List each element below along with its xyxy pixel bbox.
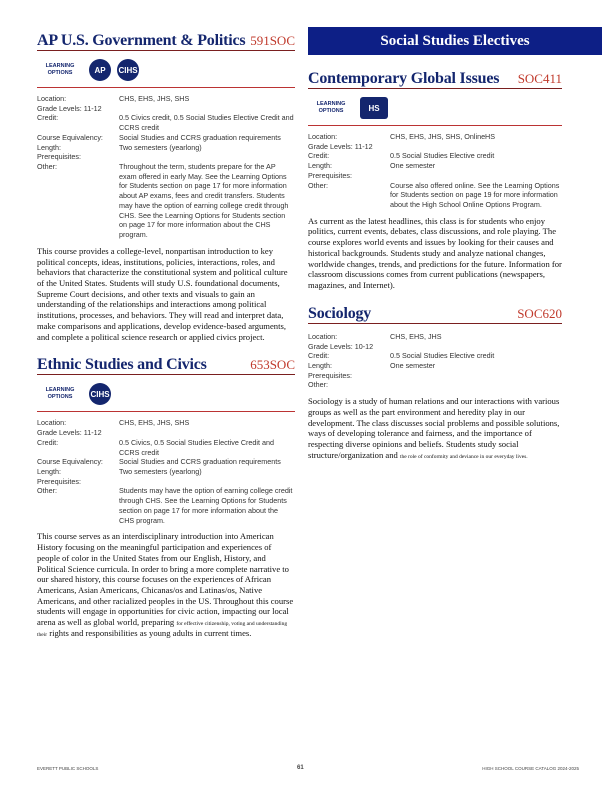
- info-key: Location:: [308, 132, 338, 141]
- info-key: Length:: [37, 142, 61, 152]
- info-value: Social Studies and CCRS graduation requirements: [119, 132, 281, 142]
- course-header-ap-gov: [37, 32, 295, 51]
- footer-catalog: HIGH SCHOOL COURSE CATALOG 2024-2025: [482, 766, 579, 771]
- info-value: CHS, EHS, JHS, SHS: [119, 94, 190, 103]
- info-key: Grade Levels: 11-12: [37, 428, 102, 438]
- learning-options: [37, 383, 295, 412]
- info-key: Prerequisites:: [37, 152, 81, 162]
- right-column: [308, 70, 562, 461]
- online-hs-icon: HS: [360, 97, 388, 119]
- description-text: Sociology is a study of human relations and our interactions with various groups as well as the part environment and heredity play in our development. The class discusses social problems and possible solutions, ways of developing tolerance and fairness, and the importance of respecting diverse opinions and beliefs. Students study social structure/organization and: [308, 396, 560, 460]
- info-key: Grade Levels: 11-12: [308, 141, 373, 151]
- learning-options: [37, 59, 295, 88]
- course-description: [37, 531, 295, 639]
- learning-options-label: LEARNING OPTIONS: [316, 100, 346, 114]
- description-end-text: rights and responsibilities as young adults in current times.: [49, 628, 252, 639]
- info-key: Other:: [308, 180, 328, 190]
- footer-district: EVERETT PUBLIC SCHOOLS: [37, 766, 99, 771]
- course-info-table: [37, 94, 295, 240]
- info-key: Credit:: [37, 113, 59, 123]
- course-title: Contemporary Global Issues: [308, 70, 500, 87]
- info-key: Location:: [37, 94, 67, 103]
- learning-options-label: LEARNING OPTIONS: [45, 62, 75, 76]
- course-code: 591SOC: [250, 33, 295, 48]
- description-text: This course serves as an interdisciplinary introduction into American History focusing on the meaningful participation and experiences of people of color in the United States from our English, History, and Political Science curricula. In order to bring a more complete narrative to our shared history, this course focuses on the experiences of African Americans, Asian Americans, Chicanas/os and Latinas/os, Native Americans, and other racialized peoples in the US. Throughout this course students will engage in opportunities for civic action, impacting our local arena as well as global world, preparing: [37, 531, 294, 628]
- course-header-sociology: [308, 305, 562, 324]
- info-key: Location:: [37, 418, 67, 428]
- info-value: Social Studies and CCRS graduation requirements: [119, 457, 281, 467]
- page-number: 61: [297, 765, 304, 771]
- info-value: 0.5 Social Studies Elective credit: [390, 151, 495, 161]
- info-value: CHS, EHS, JHS: [390, 331, 442, 341]
- info-value: 0.5 Social Studies Elective credit: [390, 351, 495, 361]
- info-key: Credit:: [308, 351, 330, 361]
- course-info-table: [308, 132, 562, 210]
- course-code: SOC620: [517, 305, 562, 321]
- course-title: AP U.S. Government & Politics: [37, 32, 246, 49]
- info-key: Prerequisites:: [37, 476, 81, 486]
- info-key: Other:: [37, 162, 57, 172]
- section-banner: Social Studies Electives: [308, 27, 602, 55]
- info-key: Credit:: [308, 151, 330, 161]
- info-key: Course Equivalency:: [37, 457, 103, 467]
- info-key: Other:: [308, 380, 328, 390]
- learning-options-label: LEARNING OPTIONS: [45, 387, 75, 401]
- course-description: As current as the latest headlines, this class is for students who enjoy politics, current events, debates, class discussions, and role playing. The course explores world events and issues by looking for their causes and historical backgrounds. Students study and analyze national changes, worldwide changes, trends, and predictions for the future. Information for classroom discussions comes from current publications (newspapers, magazines, and Internet).: [308, 215, 562, 291]
- info-key: Other:: [37, 486, 57, 496]
- info-key: Credit:: [37, 437, 59, 447]
- learning-options: [308, 97, 562, 126]
- info-key: Prerequisites:: [308, 370, 352, 380]
- info-key: Grade Levels: 11-12: [37, 103, 102, 113]
- info-key: Length:: [308, 161, 332, 171]
- description-small-text: the role of conformity and deviance in our everyday lives.: [399, 453, 528, 460]
- college-in-high-school-icon: CIHS: [117, 59, 139, 81]
- info-value: CHS, EHS, JHS, SHS, OnlineHS: [390, 132, 496, 141]
- course-code: SOC411: [517, 71, 562, 86]
- course-info-table: [308, 332, 494, 390]
- info-value: 0.5 Civics credit, 0.5 Social Studies Elective Credit and CCRS credit: [119, 113, 294, 133]
- info-key: Grade Levels: 10-12: [308, 341, 374, 351]
- course-description: [308, 396, 562, 461]
- info-value: Students may have the option of earning college credit through CHS. See the Learning Options for Students section on page 17 for more information about the CHS program.: [119, 486, 293, 525]
- info-value: Course also offered online. See the Learning Options for Students section on page 19 for more information about the High School Online Options Program.: [390, 180, 560, 210]
- info-value: One semester: [390, 161, 436, 171]
- info-value: Two semesters (yearlong): [119, 466, 202, 476]
- course-info-table: [37, 418, 295, 525]
- info-value: One semester: [390, 361, 436, 371]
- info-value: 0.5 Civics, 0.5 Social Studies Elective Credit and CCRS credit: [119, 437, 275, 457]
- course-title: Sociology: [308, 304, 372, 322]
- info-key: Course Equivalency:: [37, 132, 103, 142]
- description-small-text: for effective citizenship, voting and understanding their: [37, 621, 288, 639]
- page-footer: [37, 766, 579, 778]
- course-title: Ethnic Studies and Civics: [37, 356, 207, 374]
- info-value: Two semesters (yearlong): [119, 142, 202, 152]
- ap-icon: AP: [89, 59, 111, 81]
- info-key: Location:: [308, 331, 338, 341]
- left-column: [37, 32, 295, 639]
- course-code: 653SOC: [250, 357, 295, 373]
- info-key: Length:: [37, 466, 61, 476]
- course-description: This course provides a college-level, nonpartisan introduction to key political concepts, ideas, institutions, policies, interactions, roles, and behaviors that characterize the constitutional system and political culture of the United States. Students will study U.S. foundational documents, Supreme Court decisions, and other texts and visuals to gain an understanding of the relationships and interactions among political institutions, processes, and behaviors. They will read and interpret data, make comparisons and applications, develop evidence-based arguments, and complete a political science research or applied civics project.: [37, 245, 288, 342]
- info-value: CHS, EHS, JHS, SHS: [119, 418, 190, 428]
- info-key: Prerequisites:: [308, 170, 352, 180]
- course-header-global: [308, 70, 562, 89]
- info-key: Length:: [308, 361, 332, 371]
- info-value: Throughout the term, students prepare for the AP exam offered in early May. See the Learning Options for Students section on page 17 for more information about AP exams, fees and credit transfers. Students may have the option of earning college credit through CHS. See the Learning Options for Students section on page 17 for more information about the CHS program.: [119, 162, 289, 240]
- college-in-high-school-icon: CIHS: [89, 383, 111, 405]
- course-header-ethnic: [37, 356, 295, 375]
